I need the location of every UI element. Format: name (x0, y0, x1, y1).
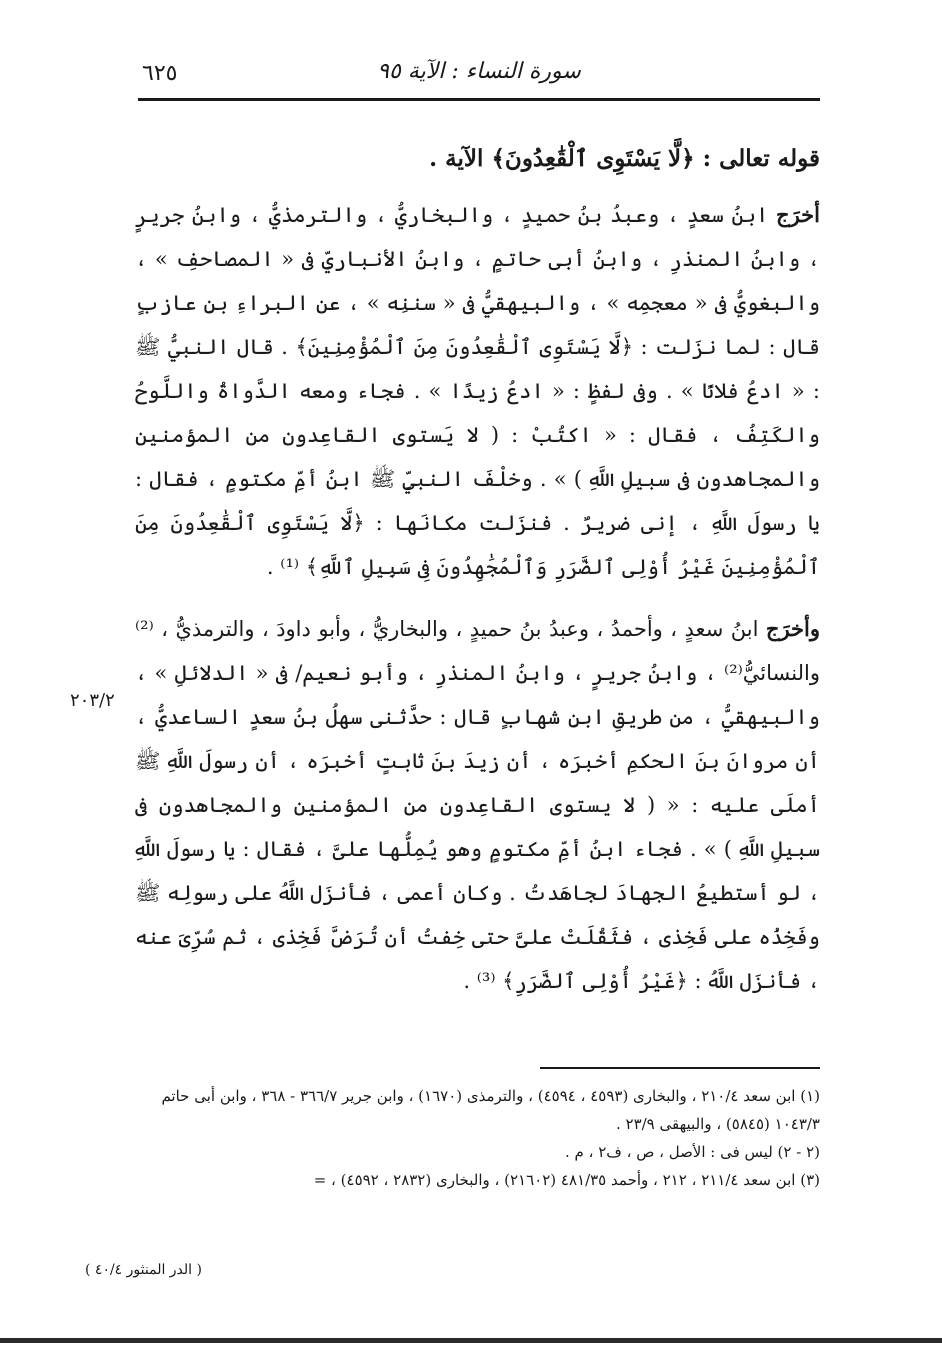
heading-suffix: الآية . (429, 145, 484, 172)
paragraph-2 (135, 607, 820, 1003)
footnotes (135, 1082, 820, 1194)
paragraph-2-lead: وأخرَج (765, 616, 820, 641)
footnote-3: (٣) ابن سعد ٢١١/٤ ، ٢١٢ ، وأحمد ٤٨١/٣٥ (٢١٦٠٢) ، والبخارى (٢٨٣٢ ، ٤٥٩٢) ، = (313, 1171, 820, 1189)
paragraph-1-lead: أخرَج (776, 202, 820, 227)
footnote-1: (١) ابن سعد ٢١٠/٤ ، والبخارى (٤٥٩٣ ، ٤٥٩٤) ، والترمذى (١٦٧٠) ، وابن جرير ٣٦٦/٧ - ٣٦٨ ، وابن أبى حاتم ١٠٤٣/٣ (٥٨٤٥) ، والبيهقى ٢٣/٩ . (161, 1087, 820, 1133)
paragraph-1 (135, 193, 820, 589)
source-note: ( الدر المنثور ٤٠/٤ ) (85, 1262, 202, 1278)
page-header (138, 55, 820, 95)
header-rule (138, 98, 820, 101)
heading-prefix: قوله تعالى : (702, 145, 820, 172)
page-number: ٦٢٥ (142, 61, 178, 86)
paragraph-2-text: ابنُ سعدٍ ، وأحمدُ ، وعبدُ بنُ حميدٍ ، والبخاريُّ ، وأبو داودَ ، والترمذيُّ ، ⁽²⁾والنسائيُّ⁽²⁾ ، وابنُ جريرٍ ، وابنُ المنذرِ ، وأبو نعيم/ فى « الدلائلِ » ، والبيهقيُّ ، من طريقِ ابنِ شهابٍ قال : حدَّثنى سهلُ بنُ سعدٍ الساعديُّ ، أن مروانَ بنَ الحكمِ أخبرَه ، أن زيدَ بنَ ثابتٍ أخبرَه ، أن رسولَ اللَّهِ ﷺ أملَى عليه : « ( لا يستوى القاعِدون من المؤمنين والمجاهدون فى سبيلِ اللَّهِ ) » . فجاء ابنُ أمِّ مكتومٍ وهو يُمِلُّها علىَّ ، فقال : يا رسولَ اللَّهِ ، لو أستطيعُ الجهادَ لجاهَدتُ . وكان أعمى ، فأنزَل اللَّهُ على رسولِه ﷺ وفَخِذُه على فَخِذى ، فثَقُلَتْ علىَّ حتى خِفتُ أن تُرَضَّ فَخِذى ، ثم سُرِّىَ عنه ، فأنزَل اللَّهُ : ﴿غَيْرُ أُوْلِى ٱلضَّرَرِ﴾ ⁽³⁾ . (135, 617, 820, 993)
paragraph-1-text: ابنُ سعدٍ ، وعبدُ بنُ حميدٍ ، والبخاريُّ ، والترمذيُّ ، وابنُ جريرٍ ، وابنُ المنذرِ ، وابنُ أبى حاتمٍ ، وابنُ الأنباريِّ فى « المصاحفِ » ، والبغويُّ فى « معجمِه » ، والبيهقيُّ فى « سننِه » ، عن البراءِ بنِ عازبٍ قال : لما نزَلت : ﴿لَّا يَسْتَوِى ٱلْقَٰعِدُونَ مِنَ ٱلْمُؤْمِنِينَ﴾ . قال النبيُّ ﷺ : « ادعُ فلانًا » . وفى لفظٍ : « ادعُ زيدًا » . فجاء ومعه الدَّواةُ واللَّوحُ والكَتِفُ ، فقال : « اكتُبْ : ( لا يَستوى القاعِدون من المؤمنين والمجاهدون فى سبيلِ اللَّهِ ) » . وخلْفَ النبيِّ ﷺ ابنُ أمِّ مكتومٍ ، فقال : يا رسولَ اللَّهِ ، إنى ضريرٌ . فنزَلت مكانَها : ﴿لَّا يَسْتَوِى ٱلْقَٰعِدُونَ مِنَ ٱلْمُؤْمِنِينَ غَيْرُ أُوْلِى ٱلضَّرَرِ وَٱلْمُجَٰهِدُونَ فِى سَبِيلِ ٱللَّهِ﴾ ⁽¹⁾ . (135, 203, 820, 579)
heading-verse: ﴿لَّا يَسْتَوِى ٱلْقَٰعِدُونَ﴾ (491, 145, 695, 172)
margin-reference: ٢٠٣/٢ (70, 690, 115, 711)
verse-heading (135, 135, 820, 183)
running-title: سورة النساء : الآية ٩٥ (377, 59, 581, 84)
bottom-border (0, 1338, 942, 1343)
main-text (135, 135, 820, 1003)
footnote-rule (540, 1067, 820, 1069)
footnote-2: (٢ - ٢) ليس فى : الأصل ، ص ، ف٢ ، م . (565, 1143, 820, 1161)
